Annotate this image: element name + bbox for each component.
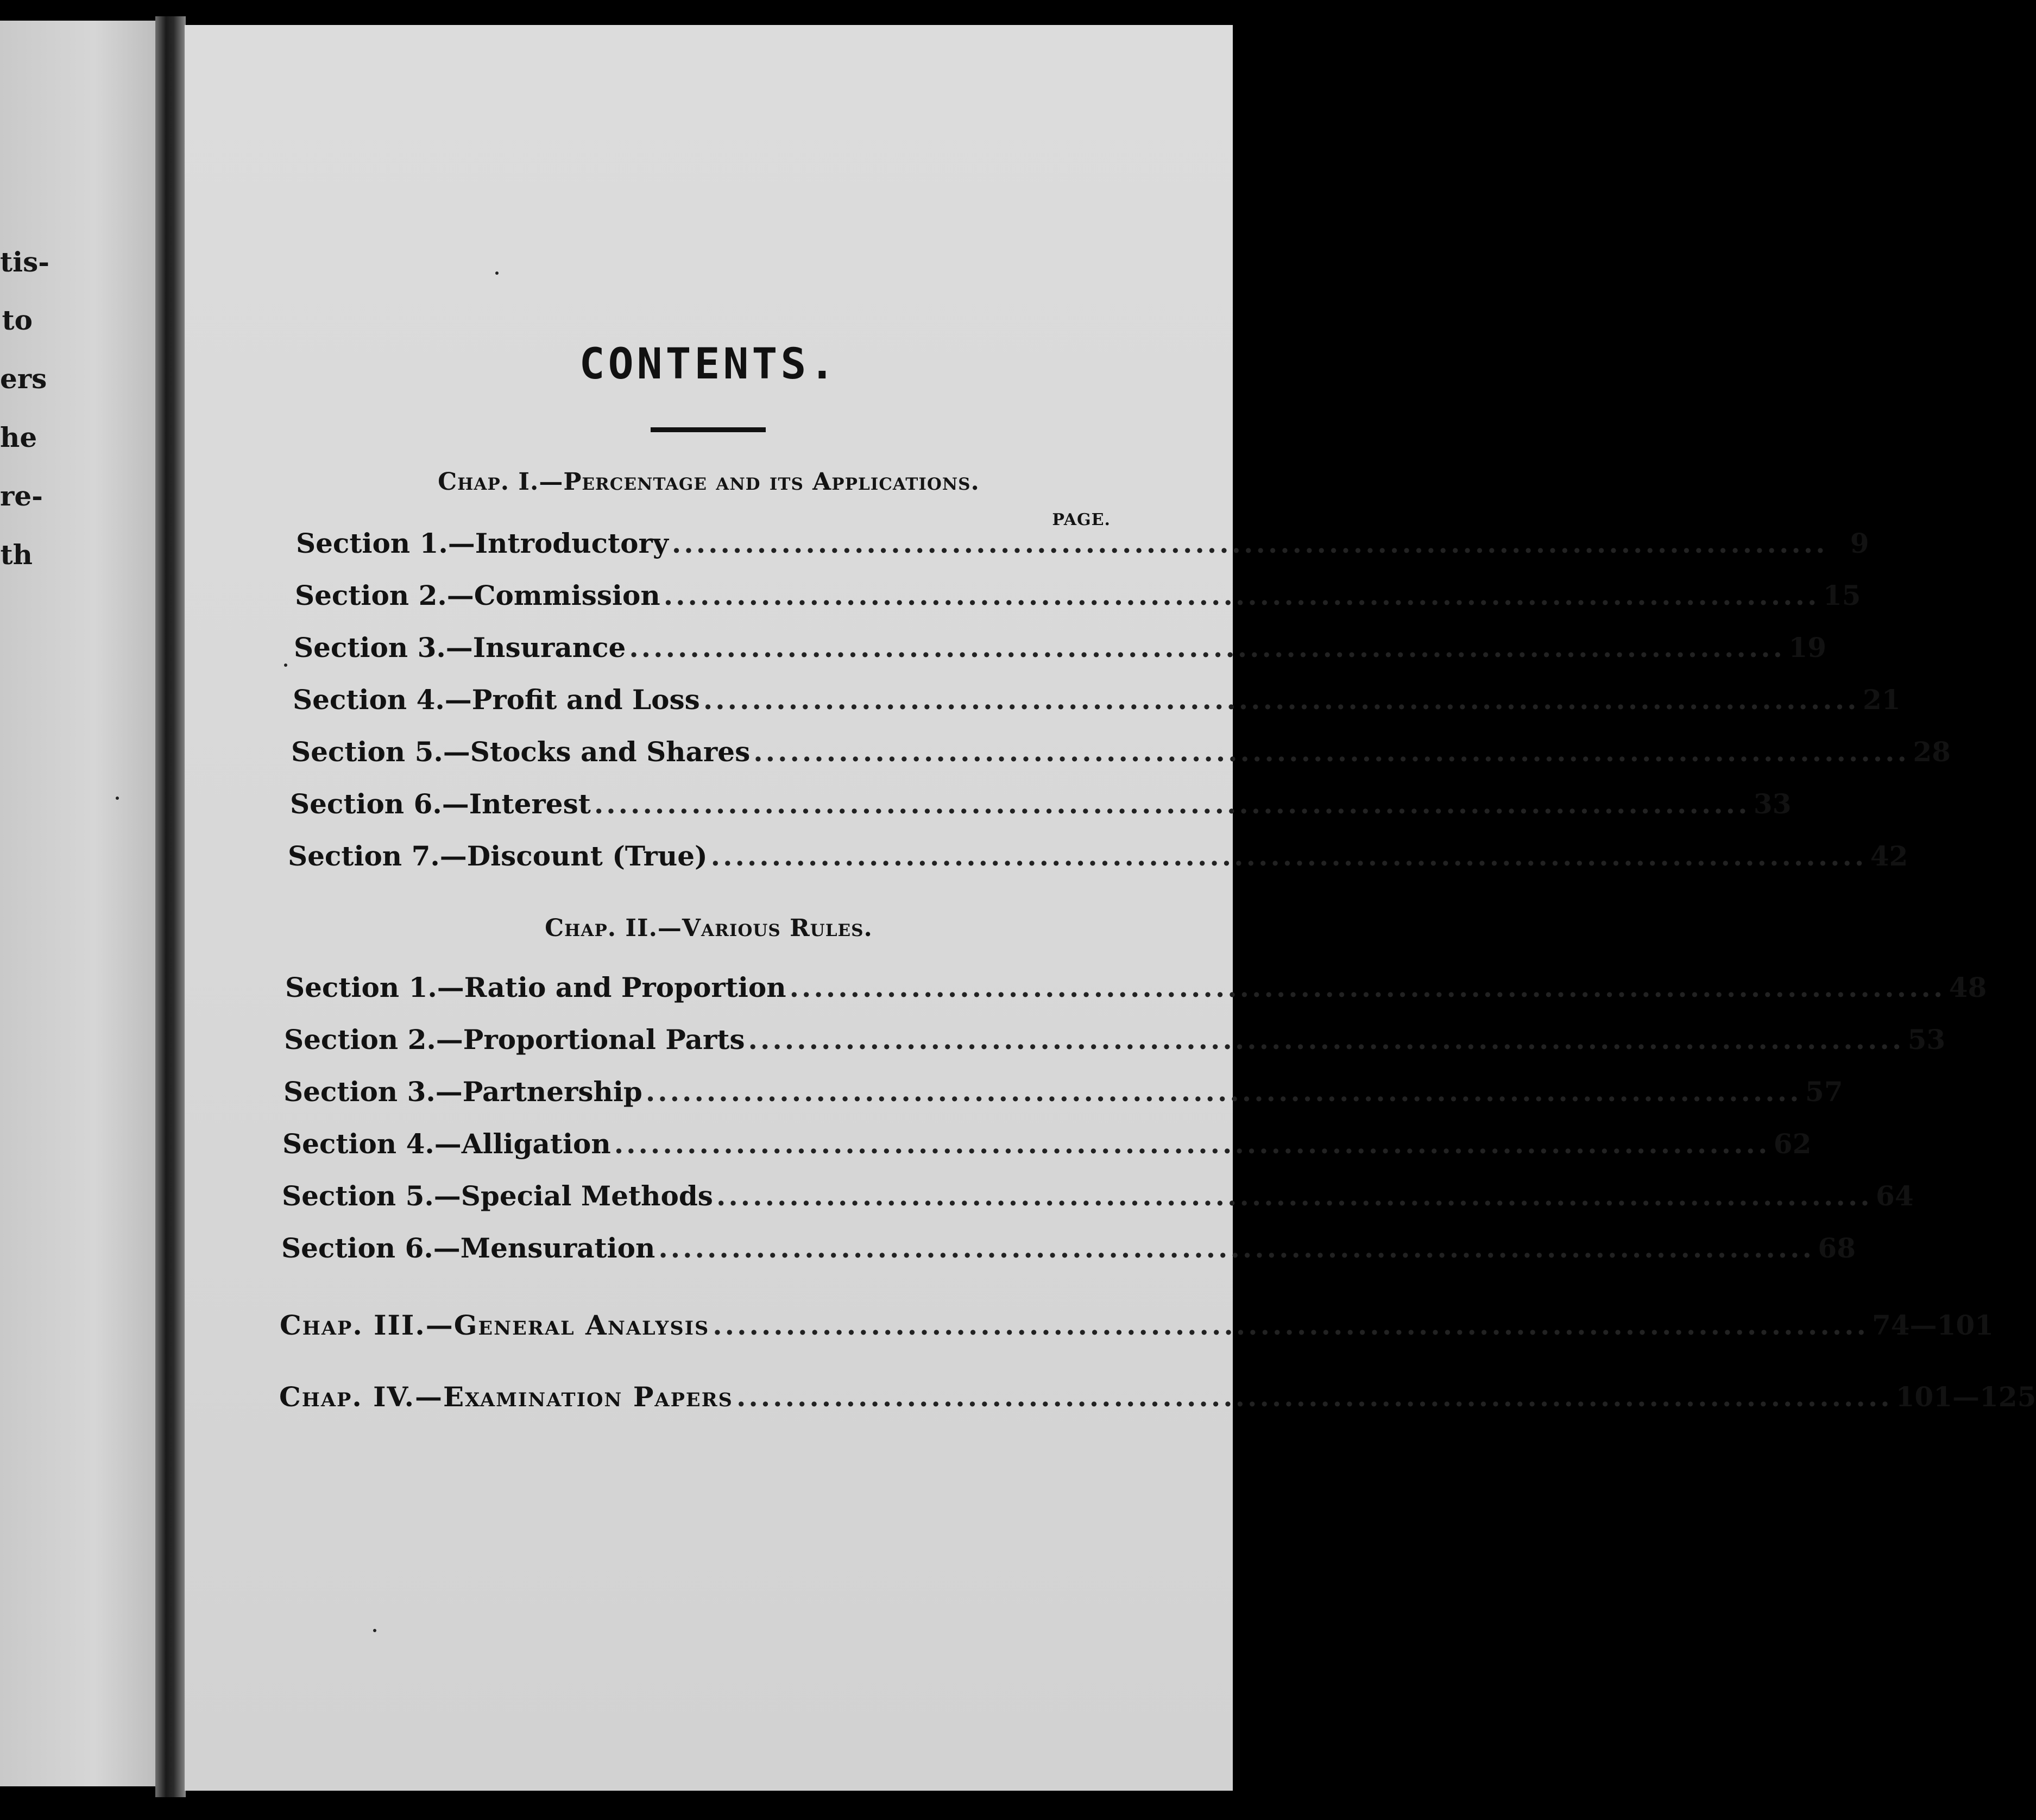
toc-entry-page: 74—101 — [1871, 1309, 1994, 1341]
chapter-heading: Chap. II.—Various Rules. — [545, 914, 873, 942]
toc-entry-page: 53 — [1907, 1023, 1946, 1056]
book-gutter — [155, 16, 186, 1797]
toc-entry[interactable] — [284, 1022, 1946, 1058]
leader-dots: ............................................................................................... — [658, 1232, 1814, 1264]
toc-entry-page: 28 — [1913, 736, 1951, 768]
scan-speck — [116, 797, 119, 800]
toc-entry-label: Chap. IV.—Examination Papers — [279, 1381, 733, 1413]
toc-entry-label: Section 5.—Special Methods — [282, 1180, 713, 1212]
left-page — [0, 21, 157, 1786]
toc-entry[interactable] — [291, 734, 1951, 770]
leader-dots: ............................................................................................... — [629, 631, 1786, 663]
toc-entry-page: 62 — [1773, 1128, 1812, 1160]
toc-entry-label: Section 3.—Insurance — [294, 631, 626, 663]
left-page-fragment: ers — [0, 363, 47, 395]
leader-dots: ............................................................................................... — [594, 788, 1750, 820]
toc-entry-page: 42 — [1870, 840, 1908, 872]
page-title: CONTENTS. — [579, 340, 839, 389]
toc-entry[interactable] — [283, 1074, 1843, 1110]
toc-entry[interactable] — [281, 1230, 1856, 1266]
toc-entry-label: Section 6.—Interest — [290, 788, 591, 820]
toc-entry-label: Section 3.—Partnership — [283, 1076, 642, 1108]
toc-entry-page: 48 — [1949, 971, 1987, 1003]
title-rule — [651, 427, 766, 432]
toc-entry[interactable] — [288, 838, 1908, 874]
scan-speck — [495, 271, 499, 275]
toc-entry-page: 101—125 — [1895, 1381, 2036, 1413]
toc-entry-label: Section 6.—Mensuration — [281, 1232, 655, 1264]
toc-entry-label: Section 4.—Alligation — [282, 1128, 611, 1160]
toc-entry-label: Section 1.—Introductory — [296, 527, 669, 559]
toc-entry-page: 9 — [1850, 527, 1869, 559]
scan-speck — [373, 1629, 376, 1632]
toc-entry[interactable] — [294, 630, 1827, 666]
toc-entry[interactable] — [293, 682, 1901, 718]
toc-entry-label: Chap. III.—General Analysis — [280, 1309, 710, 1341]
leader-dots: ............................................................................................... — [671, 527, 1828, 559]
toc-entry[interactable] — [282, 1126, 1812, 1162]
leader-dots: ............................................................................................... — [736, 1381, 1893, 1413]
leader-dots: ............................................................................................... — [748, 1023, 1905, 1056]
page-column-label: PAGE. — [1052, 510, 1111, 529]
toc-entry-page: 57 — [1805, 1076, 1843, 1108]
leader-dots: ............................................................................................... — [789, 971, 1946, 1003]
toc-entry-label: Section 7.—Discount (True) — [288, 840, 708, 872]
leader-dots: ............................................................................................... — [645, 1076, 1802, 1108]
left-page-fragment: re- — [0, 480, 43, 512]
left-page-fragment: tis- — [0, 246, 49, 278]
leader-dots: ............................................................................................... — [753, 736, 1909, 768]
toc-entry-label: Section 2.—Commission — [295, 579, 660, 611]
toc-entry[interactable] — [296, 526, 1869, 561]
leader-dots: ............................................................................................... — [710, 840, 1867, 872]
toc-entry-page: 15 — [1823, 579, 1861, 611]
toc-entry-label: Section 2.—Proportional Parts — [284, 1023, 745, 1056]
left-page-fragment: th — [0, 539, 33, 571]
leader-dots: ............................................................................................... — [663, 579, 1820, 611]
toc-entry-label: Section 4.—Profit and Loss — [293, 684, 700, 716]
toc-entry-page: 21 — [1862, 684, 1901, 716]
toc-entry[interactable] — [282, 1178, 1914, 1214]
toc-entry-label: Section 5.—Stocks and Shares — [291, 736, 751, 768]
toc-entry-page: 33 — [1753, 788, 1792, 820]
toc-entry-label: Section 1.—Ratio and Proportion — [285, 971, 786, 1003]
toc-entry-page: 64 — [1876, 1180, 1914, 1212]
toc-chapter-entry[interactable] — [280, 1307, 1994, 1343]
scan-speck — [284, 663, 287, 667]
left-page-fragment: he — [0, 421, 37, 453]
left-page-fragment: to — [2, 304, 33, 336]
leader-dots: ............................................................................................... — [614, 1128, 1770, 1160]
toc-entry-page: 68 — [1818, 1232, 1856, 1264]
toc-entry[interactable] — [290, 786, 1792, 822]
toc-entry-page: 19 — [1788, 631, 1827, 663]
leader-dots: ............................................................................................... — [703, 684, 1859, 716]
leader-dots: ............................................................................................... — [713, 1309, 1869, 1341]
leader-dots: ............................................................................................... — [716, 1180, 1873, 1212]
toc-entry[interactable] — [295, 578, 1861, 614]
chapter-heading: Chap. I.—Percentage and its Applications. — [438, 468, 980, 496]
toc-entry[interactable] — [285, 970, 1987, 1006]
toc-chapter-entry[interactable] — [279, 1379, 2036, 1415]
contents-page — [185, 25, 1233, 1791]
